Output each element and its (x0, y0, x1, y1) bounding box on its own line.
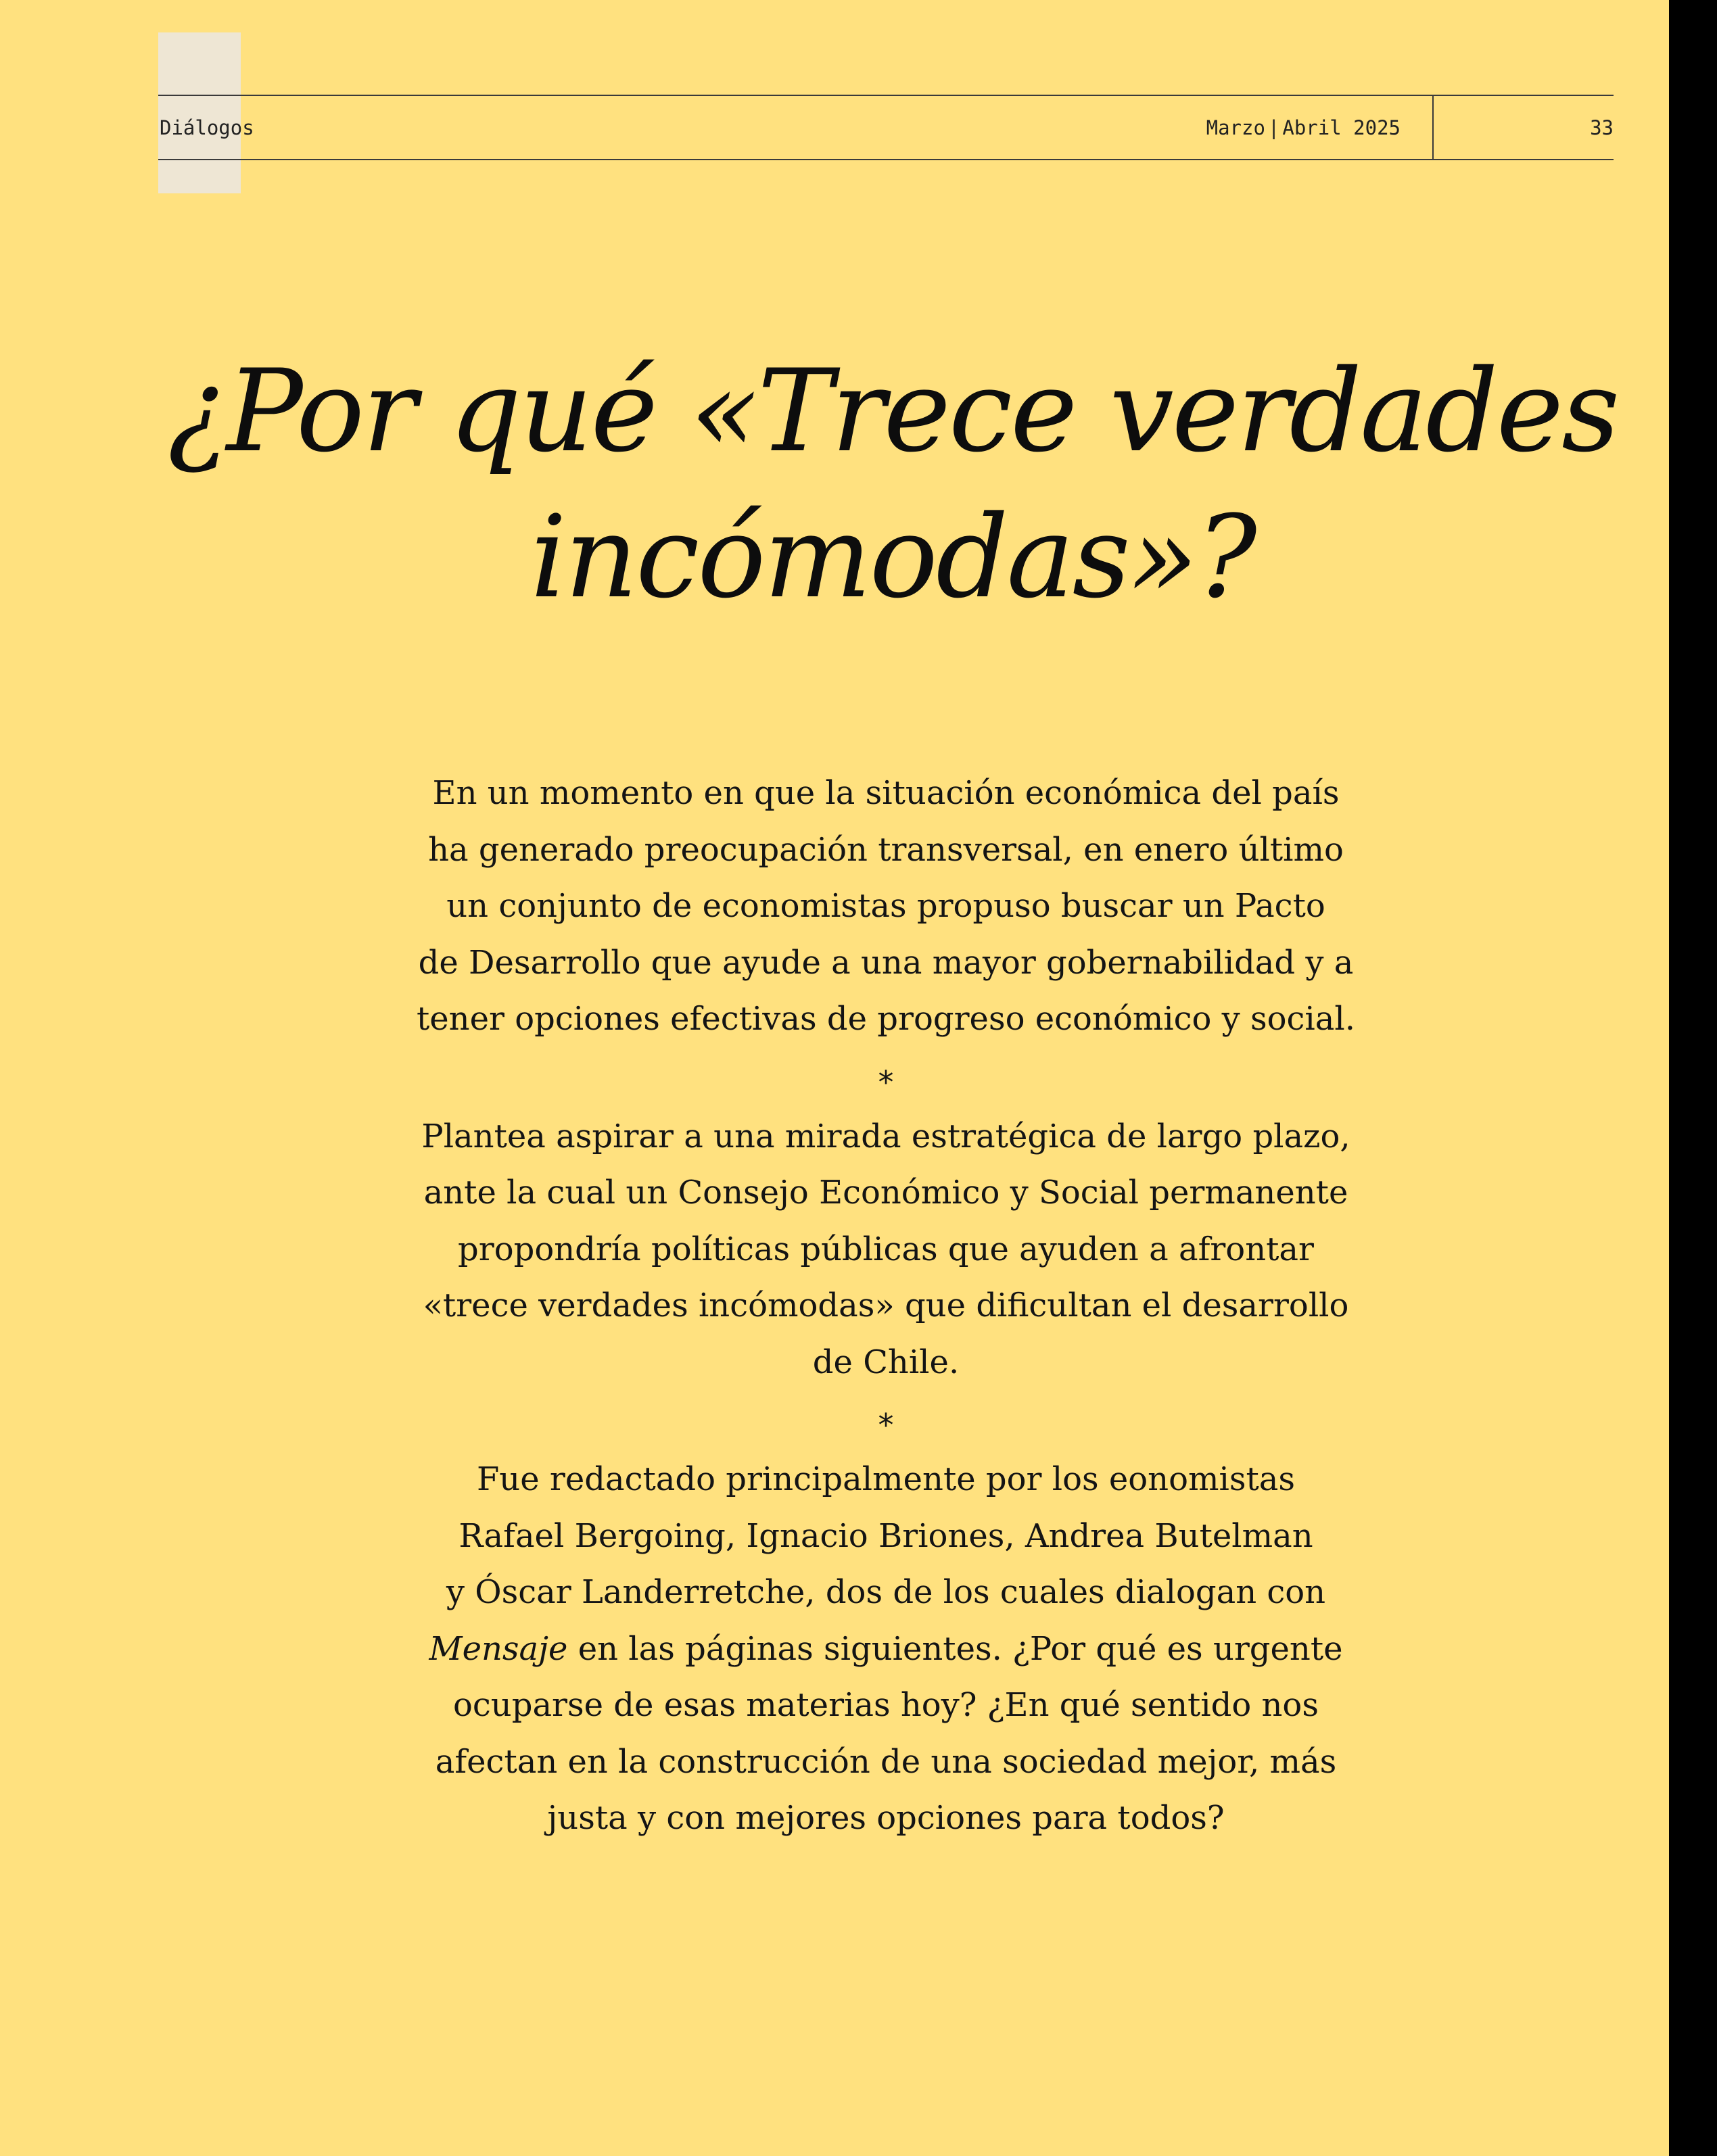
title-line: incómodas»? (530, 491, 1255, 623)
magazine-name: Mensaje (429, 1629, 568, 1668)
text-line: propondría políticas públicas que ayuden a afrontar (458, 1230, 1314, 1268)
text-line: Rafael Bergoing, Ignacio Briones, Andrea Butelman (458, 1516, 1313, 1555)
page-edge-band (1669, 0, 1717, 2156)
text-line: un conjunto de economistas propuso buscar un Pacto (446, 887, 1325, 925)
asterisk-separator: * (878, 1063, 894, 1101)
title-line: ¿Por qué «Trece verdades (167, 345, 1618, 477)
issue-month-year: Abril 2025 (1282, 116, 1401, 139)
header-divider (1432, 95, 1434, 160)
text-line: «trece verdades incómodas» que dificultan el desarrollo (423, 1287, 1349, 1324)
intro-paragraph-3 (365, 1452, 1407, 1847)
section-tab-marker (158, 32, 241, 193)
issue-month: Marzo (1206, 116, 1265, 139)
text-line: ante la cual un Consejo Económico y Social permanente (423, 1174, 1348, 1212)
article-title (156, 338, 1630, 630)
text-line: de Chile. (812, 1343, 960, 1381)
asterisk-separator: * (878, 1407, 894, 1443)
issue-date (1206, 116, 1401, 139)
text-line: afectan en la construcción de una sociedad mejor, más (435, 1742, 1337, 1781)
text-line: y Óscar Landerretche, dos de los cuales dialogan con (446, 1573, 1326, 1611)
section-label: Diálogos (160, 116, 254, 139)
text-line: tener opciones efectivas de progreso económico y social. (416, 1000, 1355, 1038)
text-line-rest: en las páginas siguientes. ¿Por qué es urgente (567, 1629, 1343, 1668)
intro-paragraph-1 (365, 765, 1407, 1048)
text-line: ha generado preocupación transversal, en enero último (428, 830, 1344, 869)
header-bottom-rule (158, 159, 1614, 160)
text-line (365, 1621, 1407, 1678)
issue-separator: | (1267, 116, 1280, 139)
intro-paragraph-2 (365, 1109, 1407, 1391)
text-line: justa y con mejores opciones para todos? (547, 1799, 1225, 1837)
text-line: Fue redactado principalmente por los eonomistas (476, 1460, 1296, 1498)
text-line: ocuparse de esas materias hoy? ¿En qué sentido nos (453, 1686, 1319, 1724)
text-line: Plantea aspirar a una mirada estratégica de largo plazo, (421, 1117, 1350, 1155)
article-intro (365, 765, 1407, 1847)
text-line: de Desarrollo que ayude a una mayor gobernabilidad y a (418, 943, 1354, 982)
page-number: 33 (1590, 116, 1614, 139)
text-line: En un momento en que la situación económica del país (432, 774, 1340, 812)
header-top-rule (158, 95, 1614, 96)
